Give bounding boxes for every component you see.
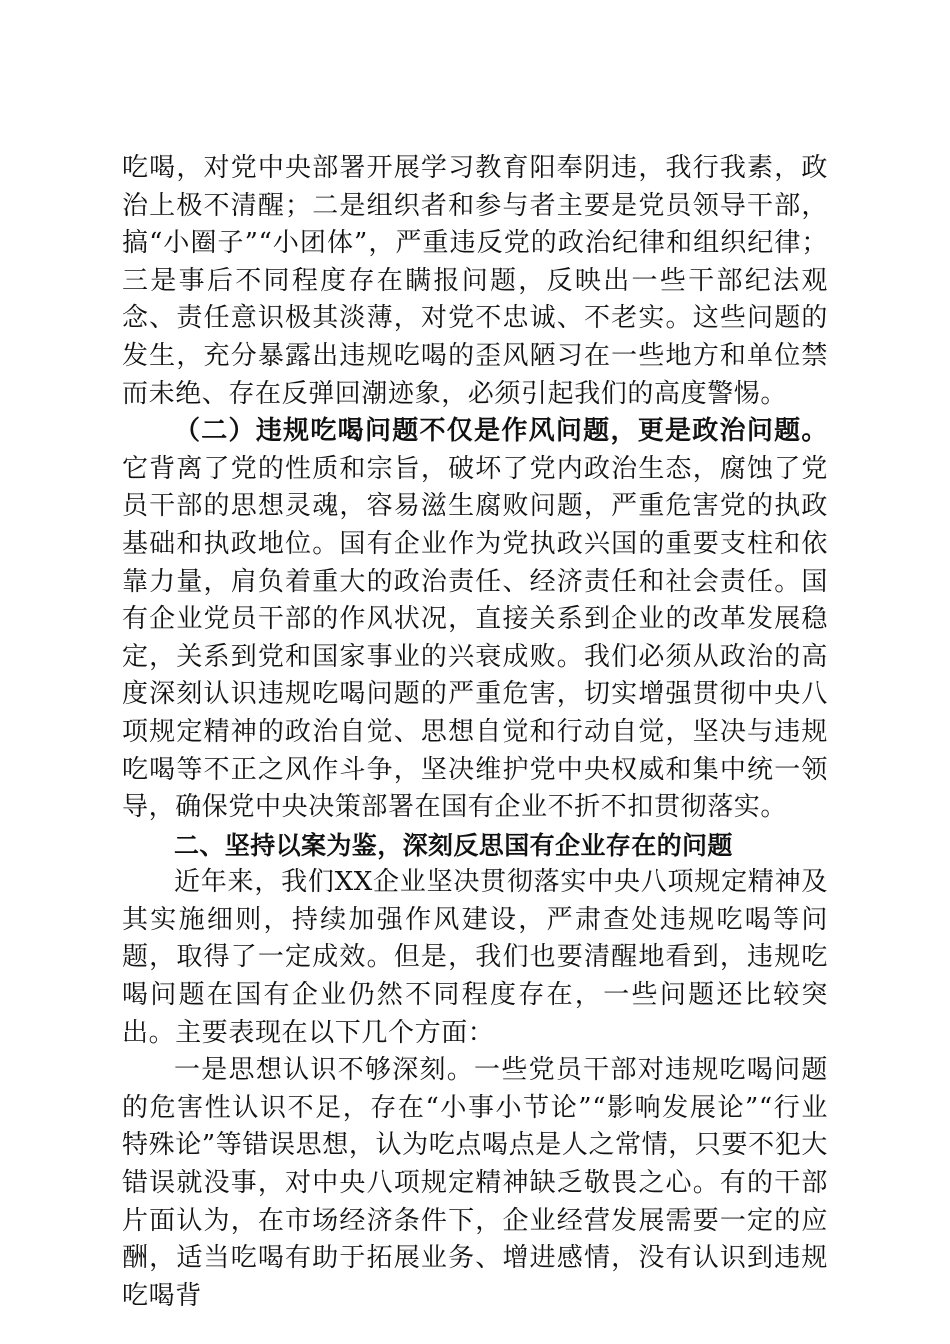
paragraph-recent-years (122, 864, 828, 1052)
paragraph-political-issue (122, 413, 828, 827)
paragraph-text: 吃喝，对党中央部署开展学习教育阳奉阴违，我行我素，政治上极不清醒；二是组织者和参与者主要是党员领导干部，搞“小圈子”“小团体”，严重违反党的政治纪律和组织纪律；三是事后不同程度存在瞒报问题，反映出一些干部纪法观念、责任意识极其淡薄，对党不忠诚、不老实。这些问题的发生，充分暴露出违规吃喝的歪风陋习在一些地方和单位禁而未绝、存在反弹回潮迹象，必须引起我们的高度警惕。 (122, 153, 828, 409)
document-body (122, 150, 828, 1315)
paragraph-continuation (122, 150, 828, 413)
section-heading (122, 827, 828, 865)
paragraph-text: 它背离了党的性质和宗旨，破坏了党内政治生态，腐蚀了党员干部的思想灵魂，容易滋生腐败问题，严重危害党的执政基础和执政地位。国有企业作为党执政兴国的重要支柱和依靠力量，肩负着重大的政治责任、经济责任和社会责任。国有企业党员干部的作风状况，直接关系到企业的改革发展稳定，关系到党和国家事业的兴衰成败。我们必须从政治的高度深刻认识违规吃喝问题的严重危害，切实增强贯彻中央八项规定精神的政治自觉、思想自觉和行动自觉，坚决与违规吃喝等不正之风作斗争，坚决维护党中央权威和集中统一领导，确保党中央决策部署在国有企业不折不扣贯彻落实。 (122, 453, 828, 823)
section-heading-text: 二、坚持以案为鉴，深刻反思国有企业存在的问题 (174, 830, 733, 860)
paragraph-text: 一是思想认识不够深刻。一些党员干部对违规吃喝问题的危害性认识不足，存在“小事小节论”“影响发展论”“行业特殊论”等错误思想，认为吃点喝点是人之常情，只要不犯大错误就没事，对中央八项规定精神缺乏敬畏之心。有的干部片面认为，在市场经济条件下，企业经营发展需要一定的应酬，适当吃喝有助于拓展业务、增进感情，没有认识到违规吃喝背 (122, 1055, 828, 1311)
paragraph-point-one (122, 1052, 828, 1315)
paragraph-text: 近年来，我们XX企业坚决贯彻落实中央八项规定精神及其实施细则，持续加强作风建设，严肃查处违规吃喝等问题，取得了一定成效。但是，我们也要清醒地看到，违规吃喝问题在国有企业仍然不同程度存在，一些问题还比较突出。主要表现在以下几个方面： (122, 867, 828, 1048)
paragraph-lead-sentence: （二）违规吃喝问题不仅是作风问题，更是政治问题。 (174, 416, 828, 447)
